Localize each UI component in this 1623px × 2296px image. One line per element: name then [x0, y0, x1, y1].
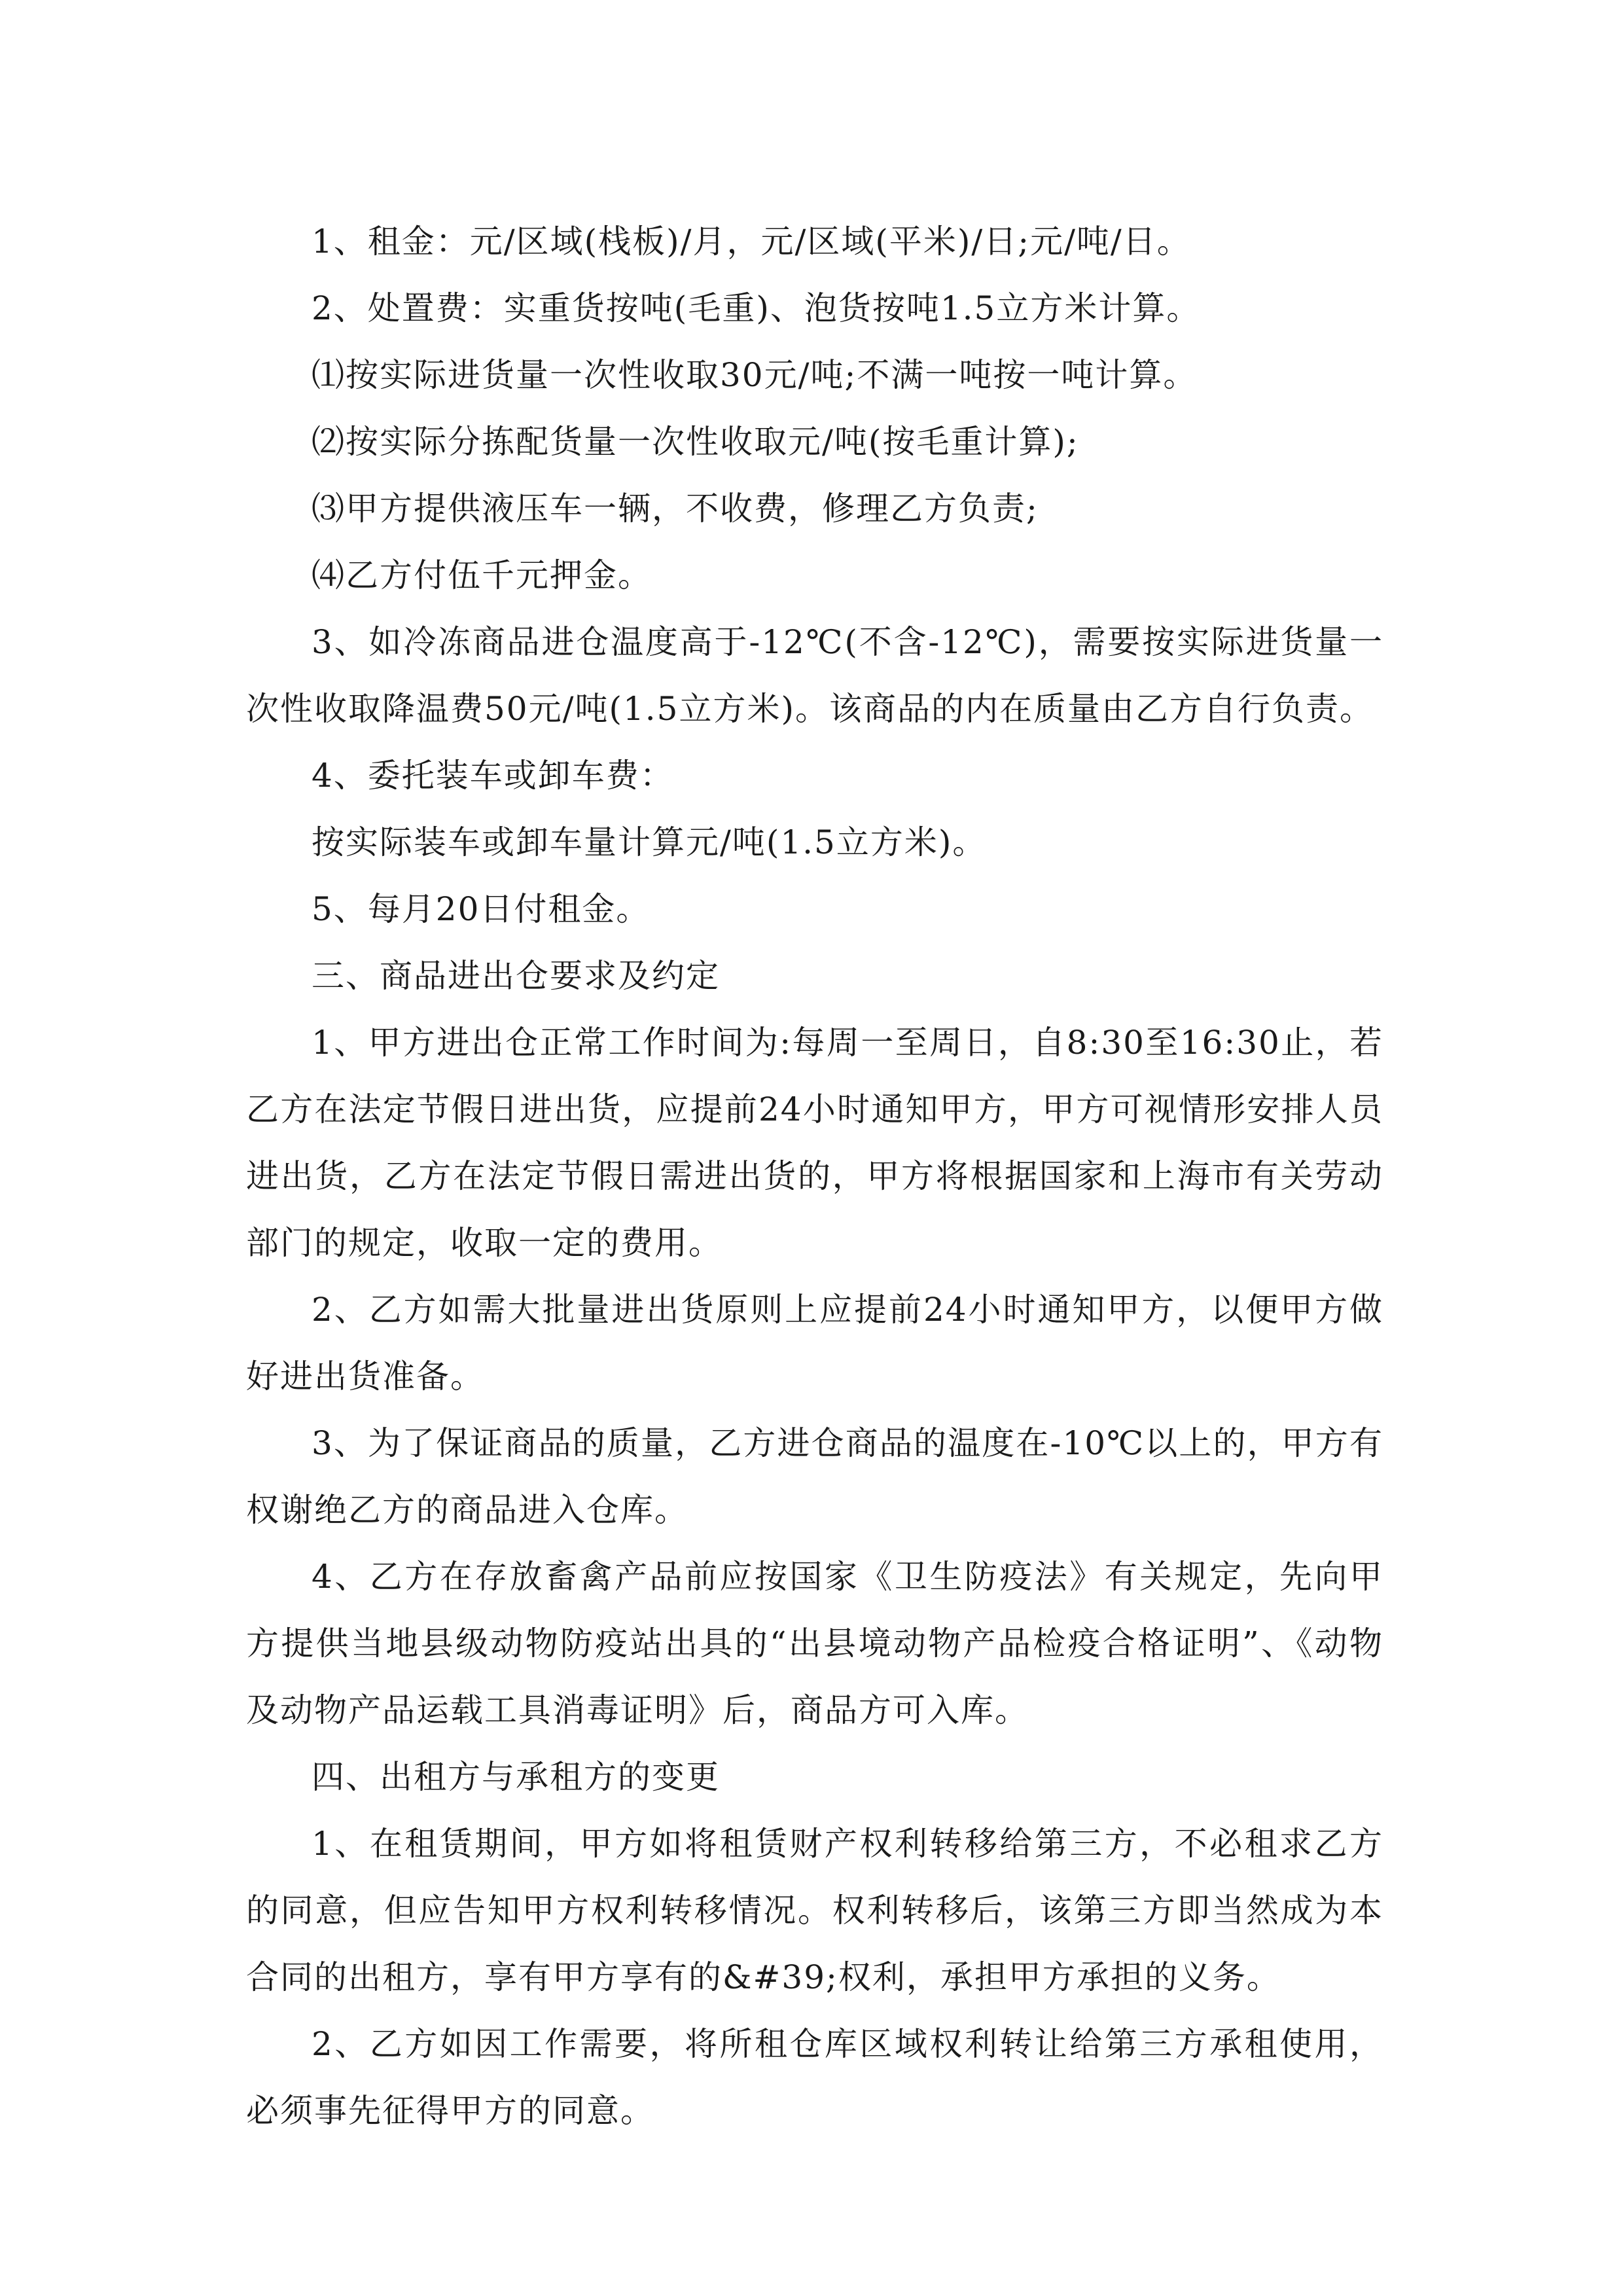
paragraph-temperature-rule: 3、为了保证商品的质量，乙方进仓商品的温度在-10℃以上的，甲方有权谢绝乙方的商品进入仓库。	[246, 1424, 1383, 1529]
paragraph-loading-fee-detail: 按实际装车或卸车量计算元/吨(1.5立方米)。	[312, 823, 987, 861]
paragraph-lessee-sublease: 2、乙方如因工作需要，将所租仓库区域权利转让给第三方承租使用，必须事先征得甲方的同意。	[246, 2025, 1383, 2130]
paragraph-lessor-transfer: 1、在租赁期间，甲方如将租赁财产权利转移给第三方，不必租求乙方的同意，但应告知甲方权利转移情况。权利转移后，该第三方即当然成为本合同的出租方，享有甲方享有的&#39;权利，承担甲方承担的义务。	[246, 1825, 1383, 1996]
paragraph-working-hours: 1、甲方进出仓正常工作时间为:每周一至周日，自8:30至16:30止，若乙方在法定节假日进出货，应提前24小时通知甲方，甲方可视情形安排人员进出货，乙方在法定节假日需进出货的，甲方将根据国家和上海市有关劳动部门的规定，收取一定的费用。	[246, 1024, 1383, 1262]
paragraph-cooling-fee: 3、如冷冻商品进仓温度高于-12℃(不含-12℃)，需要按实际进货量一次性收取降温费50元/吨(1.5立方米)。该商品的内在质量由乙方自行负责。	[246, 623, 1383, 728]
paragraph-loading-fee: 4、委托装车或卸车费：	[312, 757, 674, 795]
paragraph-handling-fee-item-1: ⑴按实际进货量一次性收取30元/吨;不满一吨按一吨计算。	[312, 356, 1198, 394]
paragraph-bulk-notice: 2、乙方如需大批量进出货原则上应提前24小时通知甲方，以便甲方做好进出货准备。	[246, 1291, 1383, 1395]
paragraph-rent: 1、租金：元/区域(栈板)/月，元/区域(平米)/日;元/吨/日。	[312, 223, 1191, 260]
paragraph-handling-fee-item-3: ⑶甲方提供液压车一辆，不收费，修理乙方负责;	[312, 490, 1039, 528]
paragraph-handling-fee-item-4: ⑷乙方付伍千元押金。	[312, 556, 652, 594]
section-heading-party-change: 四、出租方与承租方的变更	[312, 1758, 720, 1796]
section-heading-warehouse-rules: 三、商品进出仓要求及约定	[312, 957, 720, 995]
document-body	[246, 208, 1383, 2144]
paragraph-handling-fee: 2、处置费：实重货按吨(毛重)、泡货按吨1.5立方米计算。	[312, 289, 1201, 327]
paragraph-quarantine-certificates: 4、乙方在存放畜禽产品前应按国家《卫生防疫法》有关规定，先向甲方提供当地县级动物防疫站出具的“出县境动物产品检疫合格证明”、《动物及动物产品运载工具消毒证明》后，商品方可入库。	[246, 1558, 1383, 1729]
paragraph-handling-fee-item-2: ⑵按实际分拣配货量一次性收取元/吨(按毛重计算);	[312, 423, 1079, 461]
paragraph-rent-due-date: 5、每月20日付租金。	[312, 890, 651, 928]
